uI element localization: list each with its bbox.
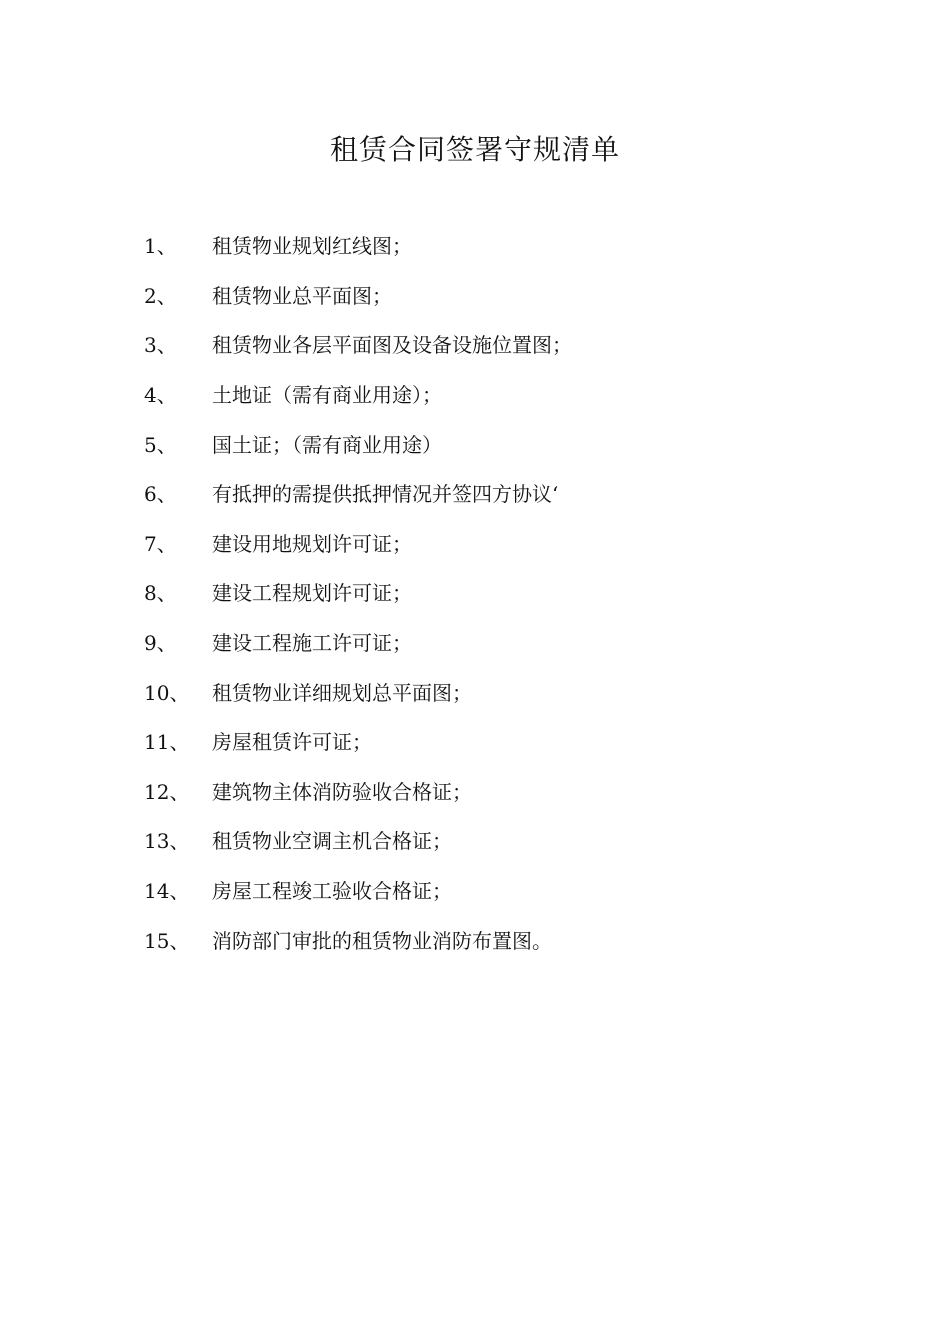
list-item — [144, 270, 572, 320]
list-item — [144, 716, 572, 766]
item-text: 消防部门审批的租赁物业消防布置图。 — [212, 928, 552, 953]
list-item — [144, 319, 572, 369]
item-text: 国土证；（需有商业用途） — [212, 432, 442, 457]
list-item — [144, 815, 572, 865]
item-text: 租赁物业空调主机合格证； — [212, 829, 452, 854]
item-text: 房屋工程竣工验收合格证； — [212, 879, 452, 904]
item-text: 房屋租赁许可证； — [212, 730, 372, 755]
item-text: 租赁物业总平面图； — [212, 283, 392, 308]
item-number: 3、 — [144, 333, 177, 358]
item-number: 13、 — [144, 829, 190, 854]
item-text: 建设工程施工许可证； — [212, 631, 412, 656]
item-number: 5、 — [144, 432, 177, 457]
requirements-list — [144, 220, 572, 964]
item-number: 7、 — [144, 531, 177, 556]
item-text: 租赁物业规划红线图； — [212, 234, 412, 259]
item-number: 14、 — [144, 879, 190, 904]
item-number: 2、 — [144, 283, 177, 308]
list-item — [144, 418, 572, 468]
list-item — [144, 666, 572, 716]
item-number: 6、 — [144, 482, 177, 507]
item-number: 10、 — [144, 680, 190, 705]
list-item — [144, 468, 572, 518]
item-text: 租赁物业详细规划总平面图； — [212, 680, 472, 705]
list-item — [144, 518, 572, 568]
item-text: 建设用地规划许可证； — [212, 531, 412, 556]
list-item — [144, 567, 572, 617]
item-number: 4、 — [144, 383, 177, 408]
list-item — [144, 865, 572, 915]
item-number: 9、 — [144, 631, 177, 656]
item-text: 建设工程规划许可证； — [212, 581, 412, 606]
item-text: 土地证（需有商业用途）； — [212, 383, 442, 408]
list-item — [144, 369, 572, 419]
item-number: 11、 — [144, 730, 190, 755]
item-number: 15、 — [144, 928, 190, 953]
item-number: 1、 — [144, 234, 177, 259]
item-text: 有抵押的需提供抵押情况并签四方协议‘ — [212, 482, 559, 507]
list-item — [144, 914, 572, 964]
list-item — [144, 617, 572, 667]
item-number: 12、 — [144, 779, 190, 804]
list-item — [144, 220, 572, 270]
item-text: 租赁物业各层平面图及设备设施位置图； — [212, 333, 572, 358]
page-title: 租赁合同签署守规清单 — [329, 133, 620, 166]
list-item — [144, 766, 572, 816]
item-text: 建筑物主体消防验收合格证； — [212, 779, 472, 804]
item-number: 8、 — [144, 581, 177, 606]
